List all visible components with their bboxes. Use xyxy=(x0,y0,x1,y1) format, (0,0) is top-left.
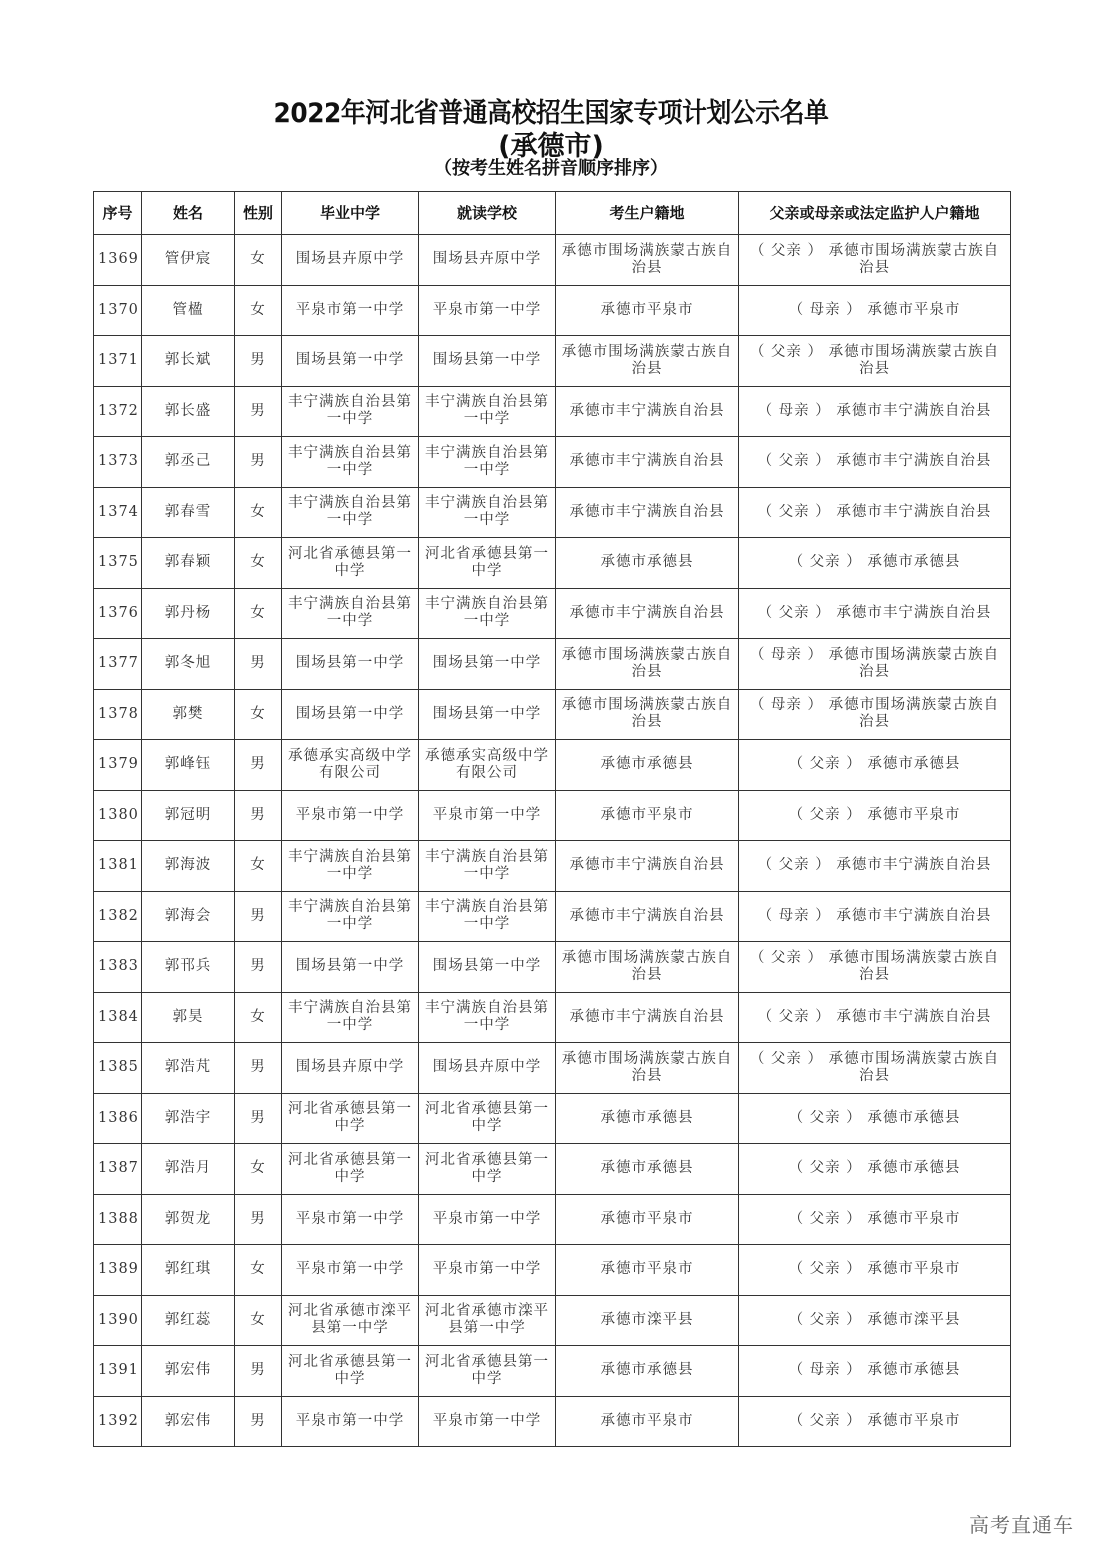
cell-no: 1380 xyxy=(94,790,142,841)
cell-name: 郭浩宇 xyxy=(142,1093,235,1144)
table-row xyxy=(94,386,1011,437)
cell-current-school: 河北省承德县第一中学 xyxy=(419,1346,556,1397)
cell-no: 1376 xyxy=(94,588,142,639)
table-row xyxy=(94,1346,1011,1397)
header-grad-school: 毕业中学 xyxy=(282,192,419,235)
cell-current-school: 围场县第一中学 xyxy=(419,336,556,387)
cell-name: 郭樊 xyxy=(142,689,235,740)
cell-hukou: 承德市丰宁满族自治县 xyxy=(556,992,739,1043)
cell-no: 1392 xyxy=(94,1396,142,1447)
cell-grad-school: 河北省承德市滦平县第一中学 xyxy=(282,1295,419,1346)
cell-hukou: 承德市围场满族蒙古族自治县 xyxy=(556,639,739,690)
cell-hukou: 承德市围场满族蒙古族自治县 xyxy=(556,1043,739,1094)
cell-guardian-hukou: （ 父亲 ） 承德市承德县 xyxy=(739,1144,1011,1195)
cell-no: 1391 xyxy=(94,1346,142,1397)
cell-gender: 男 xyxy=(235,1194,282,1245)
cell-guardian-hukou: （ 父亲 ） 承德市丰宁满族自治县 xyxy=(739,487,1011,538)
cell-grad-school: 平泉市第一中学 xyxy=(282,1396,419,1447)
cell-hukou: 承德市滦平县 xyxy=(556,1295,739,1346)
table-row xyxy=(94,1245,1011,1296)
table-header-row xyxy=(94,192,1011,235)
cell-no: 1369 xyxy=(94,235,142,286)
cell-current-school: 围场县卉原中学 xyxy=(419,1043,556,1094)
cell-current-school: 平泉市第一中学 xyxy=(419,285,556,336)
cell-current-school: 围场县第一中学 xyxy=(419,639,556,690)
cell-name: 郭海波 xyxy=(142,841,235,892)
cell-no: 1390 xyxy=(94,1295,142,1346)
table-row xyxy=(94,285,1011,336)
cell-current-school: 平泉市第一中学 xyxy=(419,790,556,841)
cell-gender: 女 xyxy=(235,1295,282,1346)
cell-name: 郭冬旭 xyxy=(142,639,235,690)
table-row xyxy=(94,740,1011,791)
cell-guardian-hukou: （ 父亲 ） 承德市丰宁满族自治县 xyxy=(739,588,1011,639)
cell-current-school: 丰宁满族自治县第一中学 xyxy=(419,588,556,639)
cell-gender: 女 xyxy=(235,841,282,892)
cell-guardian-hukou: （ 母亲 ） 承德市平泉市 xyxy=(739,285,1011,336)
cell-gender: 男 xyxy=(235,1093,282,1144)
cell-hukou: 承德市平泉市 xyxy=(556,790,739,841)
cell-gender: 男 xyxy=(235,942,282,993)
cell-guardian-hukou: （ 父亲 ） 承德市围场满族蒙古族自治县 xyxy=(739,235,1011,286)
cell-no: 1379 xyxy=(94,740,142,791)
cell-gender: 男 xyxy=(235,639,282,690)
cell-guardian-hukou: （ 父亲 ） 承德市丰宁满族自治县 xyxy=(739,992,1011,1043)
cell-no: 1386 xyxy=(94,1093,142,1144)
cell-name: 郭冠明 xyxy=(142,790,235,841)
cell-name: 郭峰钰 xyxy=(142,740,235,791)
table-row xyxy=(94,336,1011,387)
cell-guardian-hukou: （ 父亲 ） 承德市承德县 xyxy=(739,740,1011,791)
cell-hukou: 承德市平泉市 xyxy=(556,1194,739,1245)
cell-gender: 男 xyxy=(235,891,282,942)
header-name: 姓名 xyxy=(142,192,235,235)
cell-name: 郭丞己 xyxy=(142,437,235,488)
cell-name: 郭浩月 xyxy=(142,1144,235,1195)
cell-guardian-hukou: （ 父亲 ） 承德市围场满族蒙古族自治县 xyxy=(739,942,1011,993)
cell-gender: 男 xyxy=(235,336,282,387)
cell-gender: 男 xyxy=(235,790,282,841)
cell-hukou: 承德市承德县 xyxy=(556,1346,739,1397)
cell-name: 郭红蕊 xyxy=(142,1295,235,1346)
table-row xyxy=(94,235,1011,286)
cell-grad-school: 丰宁满族自治县第一中学 xyxy=(282,386,419,437)
cell-current-school: 河北省承德县第一中学 xyxy=(419,538,556,589)
table-row xyxy=(94,942,1011,993)
cell-guardian-hukou: （ 父亲 ） 承德市围场满族蒙古族自治县 xyxy=(739,336,1011,387)
cell-hukou: 承德市丰宁满族自治县 xyxy=(556,841,739,892)
cell-hukou: 承德市丰宁满族自治县 xyxy=(556,588,739,639)
cell-hukou: 承德市围场满族蒙古族自治县 xyxy=(556,689,739,740)
cell-current-school: 河北省承德县第一中学 xyxy=(419,1093,556,1144)
cell-grad-school: 围场县第一中学 xyxy=(282,639,419,690)
cell-current-school: 承德承实高级中学有限公司 xyxy=(419,740,556,791)
cell-no: 1382 xyxy=(94,891,142,942)
cell-grad-school: 平泉市第一中学 xyxy=(282,285,419,336)
cell-guardian-hukou: （ 父亲 ） 承德市围场满族蒙古族自治县 xyxy=(739,1043,1011,1094)
cell-name: 郭浩芃 xyxy=(142,1043,235,1094)
cell-current-school: 河北省承德县第一中学 xyxy=(419,1144,556,1195)
cell-name: 郭宏伟 xyxy=(142,1346,235,1397)
cell-hukou: 承德市围场满族蒙古族自治县 xyxy=(556,336,739,387)
cell-grad-school: 围场县卉原中学 xyxy=(282,1043,419,1094)
table-row xyxy=(94,538,1011,589)
cell-current-school: 平泉市第一中学 xyxy=(419,1194,556,1245)
document-title: 2022年河北省普通高校招生国家专项计划公示名单 xyxy=(273,98,829,129)
cell-current-school: 河北省承德市滦平县第一中学 xyxy=(419,1295,556,1346)
cell-current-school: 平泉市第一中学 xyxy=(419,1396,556,1447)
cell-name: 郭长斌 xyxy=(142,336,235,387)
cell-grad-school: 河北省承德县第一中学 xyxy=(282,538,419,589)
cell-gender: 男 xyxy=(235,740,282,791)
watermark: 高考直通车 xyxy=(969,1513,1074,1537)
cell-hukou: 承德市承德县 xyxy=(556,1144,739,1195)
cell-current-school: 围场县第一中学 xyxy=(419,689,556,740)
cell-grad-school: 围场县第一中学 xyxy=(282,942,419,993)
cell-hukou: 承德市丰宁满族自治县 xyxy=(556,891,739,942)
cell-guardian-hukou: （ 母亲 ） 承德市承德县 xyxy=(739,1346,1011,1397)
cell-name: 郭长盛 xyxy=(142,386,235,437)
cell-gender: 女 xyxy=(235,1245,282,1296)
cell-grad-school: 承德承实高级中学有限公司 xyxy=(282,740,419,791)
cell-grad-school: 丰宁满族自治县第一中学 xyxy=(282,437,419,488)
document-subtitle-sort: （按考生姓名拼音顺序排序） xyxy=(434,158,668,179)
cell-gender: 女 xyxy=(235,689,282,740)
cell-guardian-hukou: （ 母亲 ） 承德市丰宁满族自治县 xyxy=(739,386,1011,437)
cell-name: 管楹 xyxy=(142,285,235,336)
header-guardian-hukou: 父亲或母亲或法定监护人户籍地 xyxy=(739,192,1011,235)
cell-name: 郭昊 xyxy=(142,992,235,1043)
cell-gender: 男 xyxy=(235,386,282,437)
cell-hukou: 承德市丰宁满族自治县 xyxy=(556,437,739,488)
cell-hukou: 承德市平泉市 xyxy=(556,1396,739,1447)
cell-guardian-hukou: （ 父亲 ） 承德市承德县 xyxy=(739,538,1011,589)
cell-current-school: 围场县卉原中学 xyxy=(419,235,556,286)
cell-name: 郭红琪 xyxy=(142,1245,235,1296)
cell-grad-school: 围场县第一中学 xyxy=(282,689,419,740)
cell-hukou: 承德市承德县 xyxy=(556,538,739,589)
cell-no: 1371 xyxy=(94,336,142,387)
table-row xyxy=(94,1144,1011,1195)
cell-no: 1372 xyxy=(94,386,142,437)
table-row xyxy=(94,1093,1011,1144)
header-no: 序号 xyxy=(94,192,142,235)
cell-guardian-hukou: （ 父亲 ） 承德市承德县 xyxy=(739,1093,1011,1144)
cell-gender: 女 xyxy=(235,285,282,336)
cell-guardian-hukou: （ 父亲 ） 承德市滦平县 xyxy=(739,1295,1011,1346)
cell-no: 1389 xyxy=(94,1245,142,1296)
cell-grad-school: 丰宁满族自治县第一中学 xyxy=(282,487,419,538)
cell-name: 郭宏伟 xyxy=(142,1396,235,1447)
cell-no: 1388 xyxy=(94,1194,142,1245)
cell-gender: 女 xyxy=(235,235,282,286)
cell-grad-school: 丰宁满族自治县第一中学 xyxy=(282,588,419,639)
table-row xyxy=(94,689,1011,740)
table-row xyxy=(94,1043,1011,1094)
cell-current-school: 围场县第一中学 xyxy=(419,942,556,993)
table-row xyxy=(94,891,1011,942)
cell-guardian-hukou: （ 父亲 ） 承德市平泉市 xyxy=(739,1396,1011,1447)
table-row xyxy=(94,841,1011,892)
cell-hukou: 承德市丰宁满族自治县 xyxy=(556,386,739,437)
cell-grad-school: 河北省承德县第一中学 xyxy=(282,1346,419,1397)
cell-no: 1377 xyxy=(94,639,142,690)
cell-no: 1385 xyxy=(94,1043,142,1094)
cell-grad-school: 河北省承德县第一中学 xyxy=(282,1144,419,1195)
cell-no: 1387 xyxy=(94,1144,142,1195)
cell-name: 管伊宸 xyxy=(142,235,235,286)
cell-gender: 女 xyxy=(235,538,282,589)
cell-guardian-hukou: （ 父亲 ） 承德市平泉市 xyxy=(739,1194,1011,1245)
cell-no: 1383 xyxy=(94,942,142,993)
cell-name: 郭春颖 xyxy=(142,538,235,589)
cell-grad-school: 围场县第一中学 xyxy=(282,336,419,387)
table-row xyxy=(94,992,1011,1043)
cell-name: 郭海会 xyxy=(142,891,235,942)
cell-name: 郭丹杨 xyxy=(142,588,235,639)
cell-current-school: 丰宁满族自治县第一中学 xyxy=(419,386,556,437)
cell-grad-school: 平泉市第一中学 xyxy=(282,1245,419,1296)
cell-current-school: 平泉市第一中学 xyxy=(419,1245,556,1296)
cell-hukou: 承德市承德县 xyxy=(556,1093,739,1144)
cell-current-school: 丰宁满族自治县第一中学 xyxy=(419,891,556,942)
cell-gender: 女 xyxy=(235,588,282,639)
cell-no: 1373 xyxy=(94,437,142,488)
cell-name: 郭邗兵 xyxy=(142,942,235,993)
cell-gender: 男 xyxy=(235,1043,282,1094)
cell-hukou: 承德市平泉市 xyxy=(556,285,739,336)
cell-hukou: 承德市围场满族蒙古族自治县 xyxy=(556,235,739,286)
cell-gender: 女 xyxy=(235,487,282,538)
cell-no: 1375 xyxy=(94,538,142,589)
cell-guardian-hukou: （ 父亲 ） 承德市平泉市 xyxy=(739,790,1011,841)
cell-guardian-hukou: （ 父亲 ） 承德市丰宁满族自治县 xyxy=(739,841,1011,892)
cell-gender: 男 xyxy=(235,437,282,488)
table-row xyxy=(94,1295,1011,1346)
table-row xyxy=(94,437,1011,488)
table-row xyxy=(94,639,1011,690)
table-row xyxy=(94,1396,1011,1447)
cell-grad-school: 丰宁满族自治县第一中学 xyxy=(282,992,419,1043)
cell-current-school: 丰宁满族自治县第一中学 xyxy=(419,437,556,488)
cell-gender: 女 xyxy=(235,1144,282,1195)
cell-grad-school: 丰宁满族自治县第一中学 xyxy=(282,841,419,892)
cell-guardian-hukou: （ 母亲 ） 承德市围场满族蒙古族自治县 xyxy=(739,689,1011,740)
cell-gender: 女 xyxy=(235,992,282,1043)
cell-hukou: 承德市围场满族蒙古族自治县 xyxy=(556,942,739,993)
cell-no: 1378 xyxy=(94,689,142,740)
cell-no: 1370 xyxy=(94,285,142,336)
header-gender: 性别 xyxy=(235,192,282,235)
roster-table xyxy=(93,191,1011,1447)
cell-no: 1374 xyxy=(94,487,142,538)
cell-current-school: 丰宁满族自治县第一中学 xyxy=(419,992,556,1043)
header-hukou: 考生户籍地 xyxy=(556,192,739,235)
table-row xyxy=(94,588,1011,639)
cell-hukou: 承德市承德县 xyxy=(556,740,739,791)
cell-name: 郭春雪 xyxy=(142,487,235,538)
cell-guardian-hukou: （ 父亲 ） 承德市丰宁满族自治县 xyxy=(739,437,1011,488)
cell-grad-school: 围场县卉原中学 xyxy=(282,235,419,286)
cell-name: 郭贺龙 xyxy=(142,1194,235,1245)
cell-guardian-hukou: （ 父亲 ） 承德市平泉市 xyxy=(739,1245,1011,1296)
document-subtitle-city: (承德市) xyxy=(498,131,604,162)
cell-grad-school: 平泉市第一中学 xyxy=(282,1194,419,1245)
cell-hukou: 承德市平泉市 xyxy=(556,1245,739,1296)
cell-guardian-hukou: （ 母亲 ） 承德市围场满族蒙古族自治县 xyxy=(739,639,1011,690)
cell-current-school: 丰宁满族自治县第一中学 xyxy=(419,487,556,538)
table-row xyxy=(94,487,1011,538)
table-row xyxy=(94,1194,1011,1245)
cell-current-school: 丰宁满族自治县第一中学 xyxy=(419,841,556,892)
table-body xyxy=(94,235,1011,1447)
cell-no: 1381 xyxy=(94,841,142,892)
cell-gender: 男 xyxy=(235,1396,282,1447)
cell-hukou: 承德市丰宁满族自治县 xyxy=(556,487,739,538)
cell-no: 1384 xyxy=(94,992,142,1043)
table-row xyxy=(94,790,1011,841)
header-current-school: 就读学校 xyxy=(419,192,556,235)
cell-grad-school: 平泉市第一中学 xyxy=(282,790,419,841)
cell-grad-school: 河北省承德县第一中学 xyxy=(282,1093,419,1144)
cell-gender: 男 xyxy=(235,1346,282,1397)
cell-grad-school: 丰宁满族自治县第一中学 xyxy=(282,891,419,942)
cell-guardian-hukou: （ 母亲 ） 承德市丰宁满族自治县 xyxy=(739,891,1011,942)
